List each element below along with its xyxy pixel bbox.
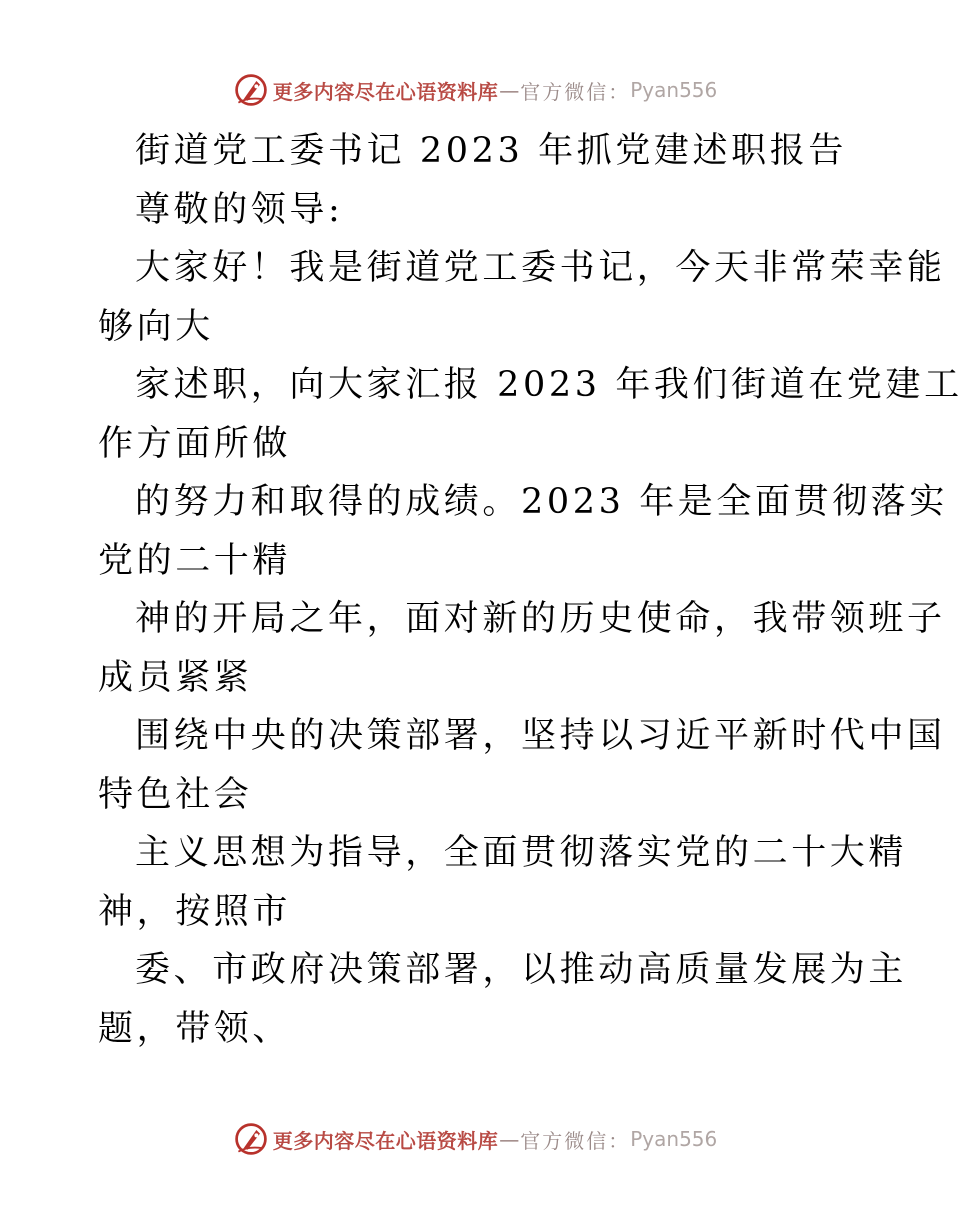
banner-wechat-id: Pyan556 [630,1127,718,1151]
document-body [98,122,963,1058]
paragraph-line: 委、市政府决策部署，以推动高质量发展为主 [135,950,908,990]
paragraph-line: 神的开局之年，面对新的历史使命，我带领班子 [135,599,946,639]
pen-nib-circle-logo-icon [233,1121,269,1157]
paragraph-line: 题，带领、 [98,1008,292,1049]
paragraph-line: 神，按照市 [98,891,292,932]
paragraph-line: 家述职，向大家汇报 2023 年我们街道在党建工 [135,365,963,405]
paragraph-line: 够向大 [98,306,214,347]
paragraph-line: 成员紧紧 [98,657,253,698]
banner-separator: — [499,78,520,102]
banner-separator: — [499,1127,520,1151]
paragraph-line: 党的二十精 [98,540,292,581]
pen-nib-circle-logo-icon [233,72,269,108]
paragraph-line: 围绕中央的决策部署，坚持以习近平新时代中国 [135,716,946,756]
paragraph-line: 主义思想为指导，全面贯彻落实党的二十大精 [135,833,908,873]
paragraph-line: 的努力和取得的成绩。2023 年是全面贯彻落实 [135,482,948,522]
header-watermark-banner [0,68,950,112]
paragraph-line: 特色社会 [98,774,253,815]
banner-title: 更多内容尽在心语资料库 [272,79,499,104]
banner-wechat-id: Pyan556 [630,78,718,102]
document-title: 街道党工委书记 2023 年抓党建述职报告 [135,131,847,171]
paragraph-line: 作方面所做 [98,423,292,464]
banner-wechat-label: 官方微信： [520,1128,631,1153]
paragraph-line: 大家好！我是街道党工委书记，今天非常荣幸能 [135,248,946,288]
footer-watermark-banner [0,1117,950,1161]
paragraph-line: 尊敬的领导: [135,189,344,230]
banner-title: 更多内容尽在心语资料库 [272,1128,499,1153]
banner-wechat-label: 官方微信： [520,79,631,104]
